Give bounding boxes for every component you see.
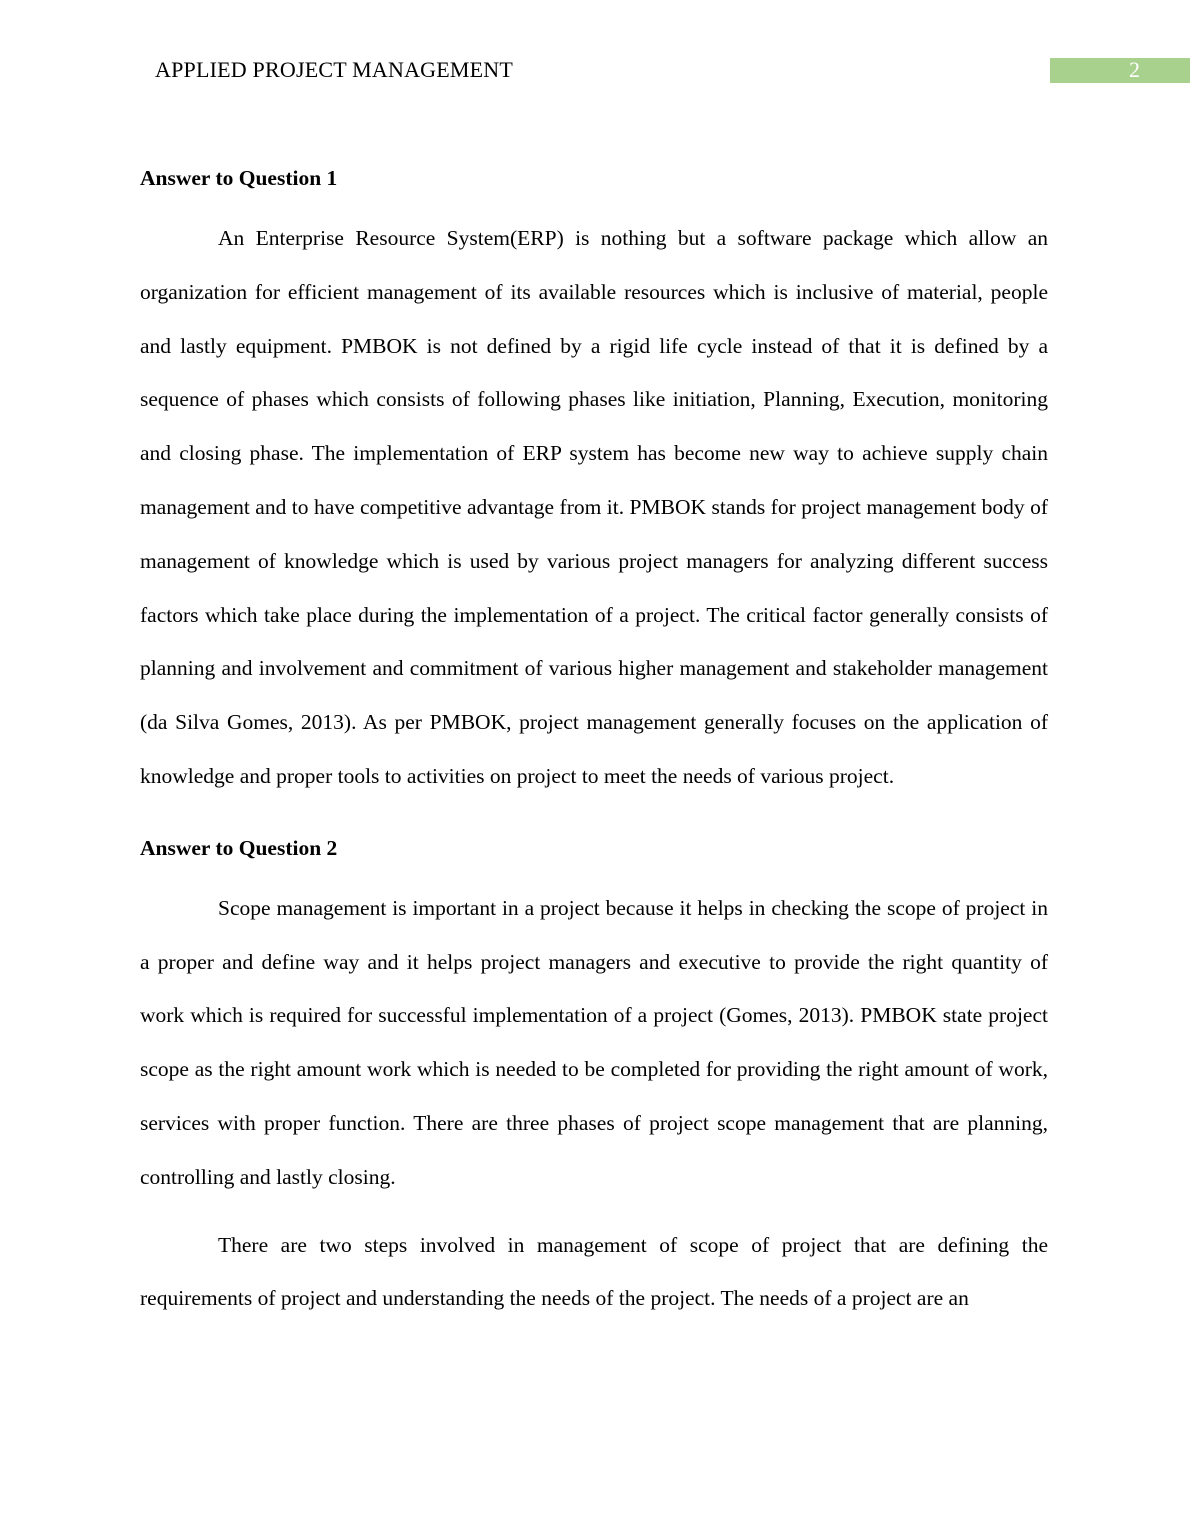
running-header-title: APPLIED PROJECT MANAGEMENT bbox=[155, 57, 514, 82]
page-number-badge bbox=[1050, 58, 1190, 83]
paragraph-q2-2: There are two steps involved in management of scope of project that are defining the requirements of project and understanding the needs of the project. The needs of a project are an bbox=[140, 1232, 1048, 1311]
paragraph-q1-1: An Enterprise Resource System(ERP) is nothing but a software package which allow an organization for efficient management of its available resources which is inclusive of material, people and lastly equipment. PMBOK is not defined by a rigid life cycle instead of that it is defined by a sequence of phases which consists of following phases like initiation, Planning, Execution, monitoring and closing phase. The implementation of ERP system has become new way to achieve supply chain management and to have competitive advantage from it. PMBOK stands for project management body of management of knowledge which is used by various project managers for analyzing different success factors which take place during the implementation of a project. The critical factor generally consists of planning and involvement and commitment of various higher management and stakeholder management (da Silva Gomes, 2013). As per PMBOK, project management generally focuses on the application of knowledge and proper tools to activities on project to meet the needs of various project. bbox=[140, 226, 1048, 788]
section-heading-q1: Answer to Question 1 bbox=[140, 166, 338, 190]
section-heading-q2: Answer to Question 2 bbox=[140, 835, 338, 860]
paragraph-q2-1: Scope management is important in a project because it helps in checking the scope of project in a proper and define way and it helps project managers and executive to provide the right quantity of work which is required for successful implementation of a project (Gomes, 2013). PMBOK state project scope as the right amount work which is needed to be completed for providing the right amount of work, services with proper function. There are three phases of project scope management that are planning, controlling and lastly closing. bbox=[140, 895, 1048, 1189]
page-number: 2 bbox=[1129, 57, 1140, 82]
document-body bbox=[140, 160, 1048, 1326]
